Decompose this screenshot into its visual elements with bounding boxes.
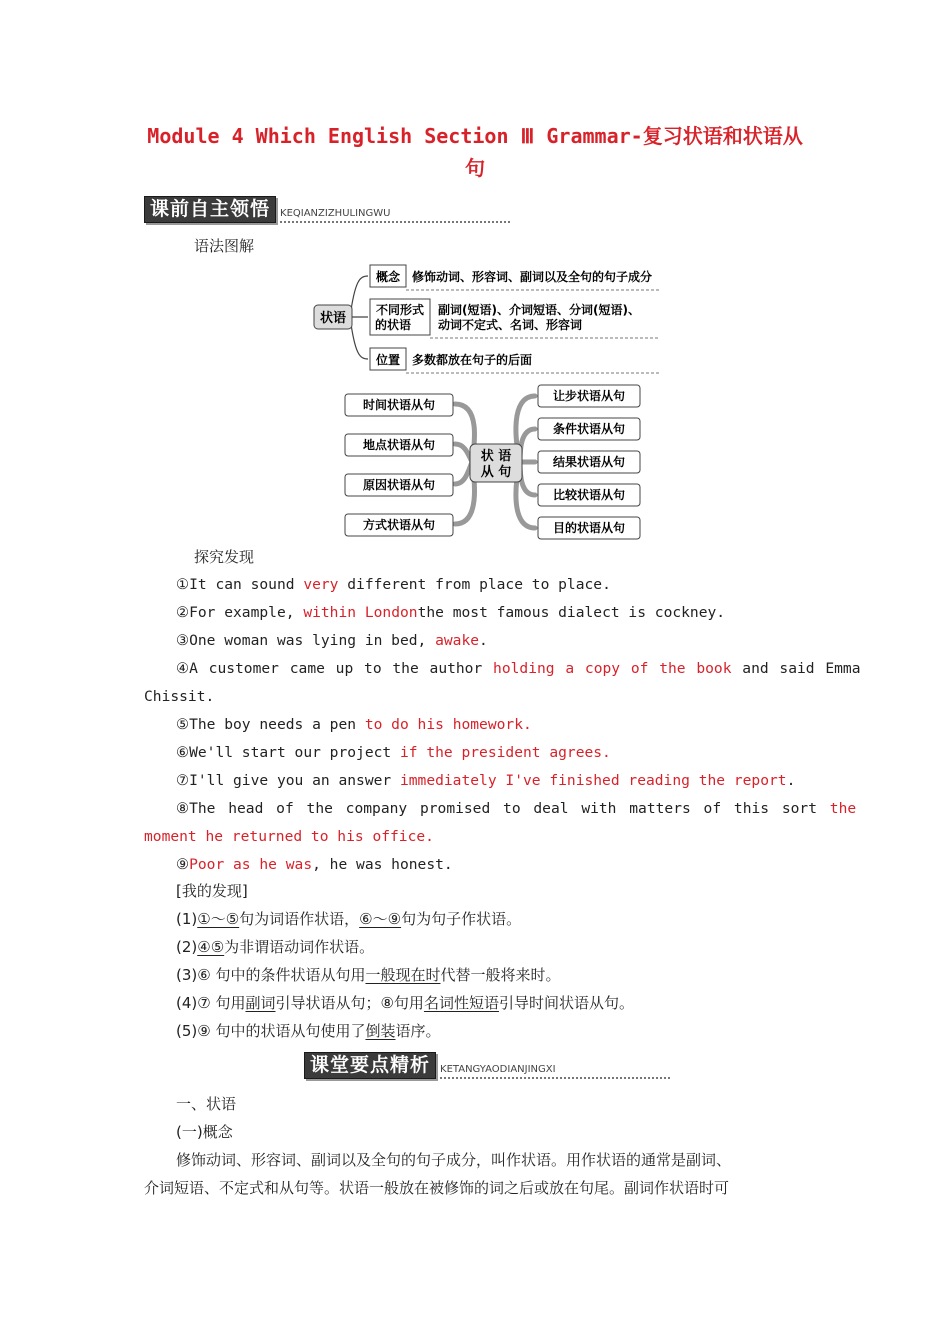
example-9: ⑨Poor as he was, he was honest.	[176, 856, 453, 873]
diagram1-text-forms-l1: 副词(短语)、介词短语、分词(短语)、	[438, 303, 640, 317]
diagram1-center-label: 状语	[319, 311, 347, 326]
diagram2-right-0: 让步状语从句	[552, 389, 626, 403]
example-4-continued: Chissit.	[144, 688, 215, 705]
diagram1-tag-concept: 概念	[375, 270, 401, 284]
diagram2-center-l1: 状 语	[480, 449, 512, 464]
adverbial-clause-diagram	[340, 382, 650, 542]
adverbial-concept-diagram	[300, 260, 670, 378]
diagram2-left-2: 原因状语从句	[362, 478, 436, 492]
section-heading-adverbial: 一、状语	[176, 1095, 237, 1113]
example-8: ⑧The head of the company promised to deal with matters of this sort the	[176, 800, 857, 817]
section-banner-pre-class	[144, 197, 510, 223]
title-line-2: 句	[465, 156, 485, 180]
example-5: ⑤The boy needs a pen to do his homework.	[176, 716, 532, 733]
example-8-continued: moment he returned to his office.	[144, 828, 434, 845]
banner-pinyin: KETANGYAODIANJINGXI	[440, 1064, 670, 1079]
finding-2: (2)④⑤为非谓语动词作状语。	[176, 938, 375, 956]
example-4: ④A customer came up to the author holding a copy of the book and said Emma	[176, 660, 861, 677]
paragraph-line-2: 介词短语、不定式和从句等。状语一般放在被修饰的词之后或放在句尾。副词作状语时可	[144, 1179, 730, 1197]
example-3: ③One woman was lying in bed, awake.	[176, 632, 488, 649]
diagram2-left-0: 时间状语从句	[362, 398, 436, 412]
diagram1-tag-forms-l1: 不同形式	[375, 303, 425, 317]
banner-label: 课前自主领悟	[144, 196, 276, 223]
example-7: ⑦I'll give you an answer immediately I've finished reading the report.	[176, 772, 796, 789]
title-line-1: Module 4 Which English Section Ⅲ Grammar-复习状语和状语从	[147, 124, 803, 148]
diagram2-right-1: 条件状语从句	[552, 422, 626, 436]
finding-1: (1)①～⑤句为词语作状语，⑥～⑨句为句子作状语。	[176, 910, 522, 928]
diagram2-left-3: 方式状语从句	[362, 518, 436, 532]
diagram1-text-position: 多数都放在句子的后面	[412, 353, 533, 367]
finding-4: (4)⑦ 句用副词引导状语从句；⑧句用名词性短语引导时间状语从句。	[176, 994, 634, 1012]
finding-5: (5)⑨ 句中的状语从句使用了倒装语序。	[176, 1022, 441, 1040]
diagram1-tag-forms-l2: 的状语	[374, 318, 412, 332]
section-banner-in-class	[304, 1053, 670, 1079]
diagram1-text-forms-l2: 动词不定式、名词、形容词	[438, 318, 583, 332]
explore-heading: 探究发现	[194, 548, 255, 566]
banner-label: 课堂要点精析	[304, 1052, 436, 1079]
grammar-diagram-heading: 语法图解	[194, 237, 255, 255]
example-1: ①It can sound very different from place to place.	[176, 576, 611, 593]
subsection-heading-concept: (一)概念	[176, 1123, 233, 1141]
diagram2-right-4: 目的状语从句	[552, 521, 626, 535]
diagram2-left-1: 地点状语从句	[362, 438, 436, 452]
example-6: ⑥We'll start our project if the president agrees.	[176, 744, 611, 761]
diagram2-center-l2: 从 句	[480, 465, 512, 480]
paragraph-line-1: 修饰动词、形容词、副词以及全句的句子成分，叫作状语。用作状语的通常是副词、	[176, 1151, 732, 1169]
findings-heading: [我的发现]	[176, 882, 248, 900]
diagram2-right-2: 结果状语从句	[552, 455, 626, 469]
diagram1-tag-position: 位置	[375, 353, 401, 367]
example-2: ②For example, within Londonthe most famous dialect is cockney.	[176, 604, 726, 621]
diagram1-text-concept: 修饰动词、形容词、副词以及全句的句子成分	[412, 270, 653, 284]
finding-3: (3)⑥ 句中的条件状语从句用一般现在时代替一般将来时。	[176, 966, 561, 984]
diagram2-right-3: 比较状语从句	[552, 488, 626, 502]
banner-pinyin: KEQIANZIZHULINGWU	[280, 208, 510, 223]
page-title	[145, 120, 805, 184]
